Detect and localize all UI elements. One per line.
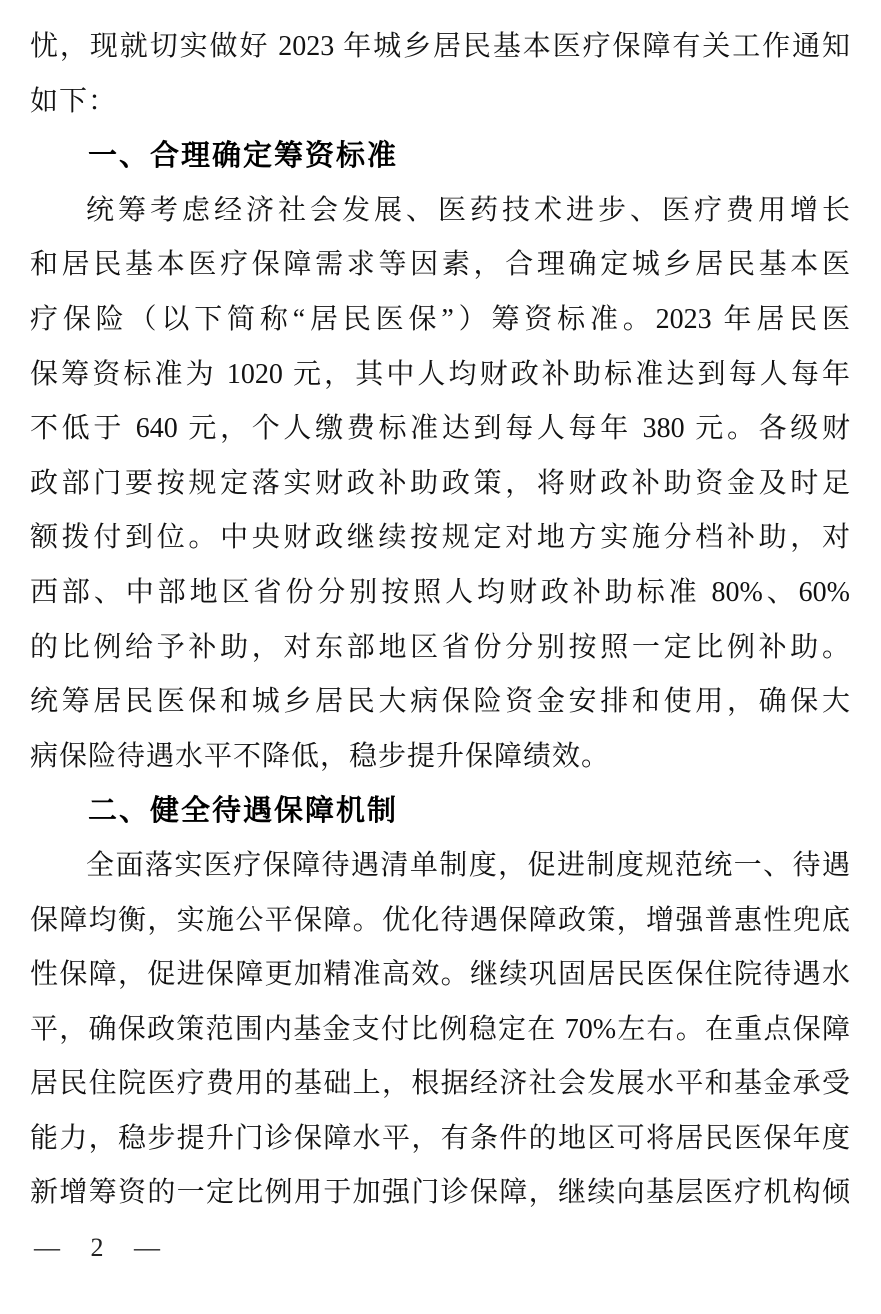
text-line: 额拨付到位。中央财政继续按规定对地方实施分档补助，对 bbox=[30, 522, 850, 554]
text-line: 疗保险（以下简称“居民医保”）筹资标准。2023 年居民医 bbox=[30, 303, 850, 335]
text-line: 全面落实医疗保障待遇清单制度，促进制度规范统一、待遇 bbox=[86, 849, 850, 881]
text-line: 性保障，促进保障更加精准高效。继续巩固居民医保住院待遇水 bbox=[30, 959, 850, 991]
text-line: 不低于 640 元，个人缴费标准达到每人每年 380 元。各级财 bbox=[30, 413, 850, 445]
text-line: 保筹资标准为 1020 元，其中人均财政补助标准达到每人每年 bbox=[30, 358, 850, 390]
text-line: 新增筹资的一定比例用于加强门诊保障，继续向基层医疗机构倾 bbox=[30, 1177, 850, 1209]
document-body bbox=[30, 20, 850, 1221]
text-line: 政部门要按规定落实财政补助政策，将财政补助资金及时足 bbox=[30, 467, 850, 499]
text-line: 和居民基本医疗保障需求等因素，合理确定城乡居民基本医 bbox=[30, 249, 850, 281]
text-line: 统筹居民医保和城乡居民大病保险资金安排和使用，确保大 bbox=[30, 686, 850, 718]
text-line: 保障均衡，实施公平保障。优化待遇保障政策，增强普惠性兜底 bbox=[30, 904, 850, 936]
text-line: 平，确保政策范围内基金支付比例稳定在 70%左右。在重点保障 bbox=[30, 1013, 850, 1045]
text-line: 统筹考虑经济社会发展、医药技术进步、医疗费用增长 bbox=[86, 194, 850, 226]
text-line: 西部、中部地区省份分别按照人均财政补助标准 80%、60% bbox=[30, 576, 850, 608]
page-number: — 2 — bbox=[34, 1233, 172, 1263]
text-line: 的比例给予补助，对东部地区省份分别按照一定比例补助。 bbox=[30, 631, 850, 663]
section-heading: 二、健全待遇保障机制 bbox=[88, 795, 399, 828]
text-line: 能力，稳步提升门诊保障水平，有条件的地区可将居民医保年度 bbox=[30, 1122, 850, 1154]
text-line: 忧，现就切实做好 2023 年城乡居民基本医疗保障有关工作通知 bbox=[30, 31, 850, 62]
section-heading: 一、合理确定筹资标准 bbox=[88, 140, 399, 173]
text-line: 如下： bbox=[30, 85, 118, 117]
text-line: 病保险待遇水平不降低，稳步提升保障绩效。 bbox=[30, 740, 611, 772]
text-line: 居民住院医疗费用的基础上，根据经济社会发展水平和基金承受 bbox=[30, 1068, 850, 1100]
